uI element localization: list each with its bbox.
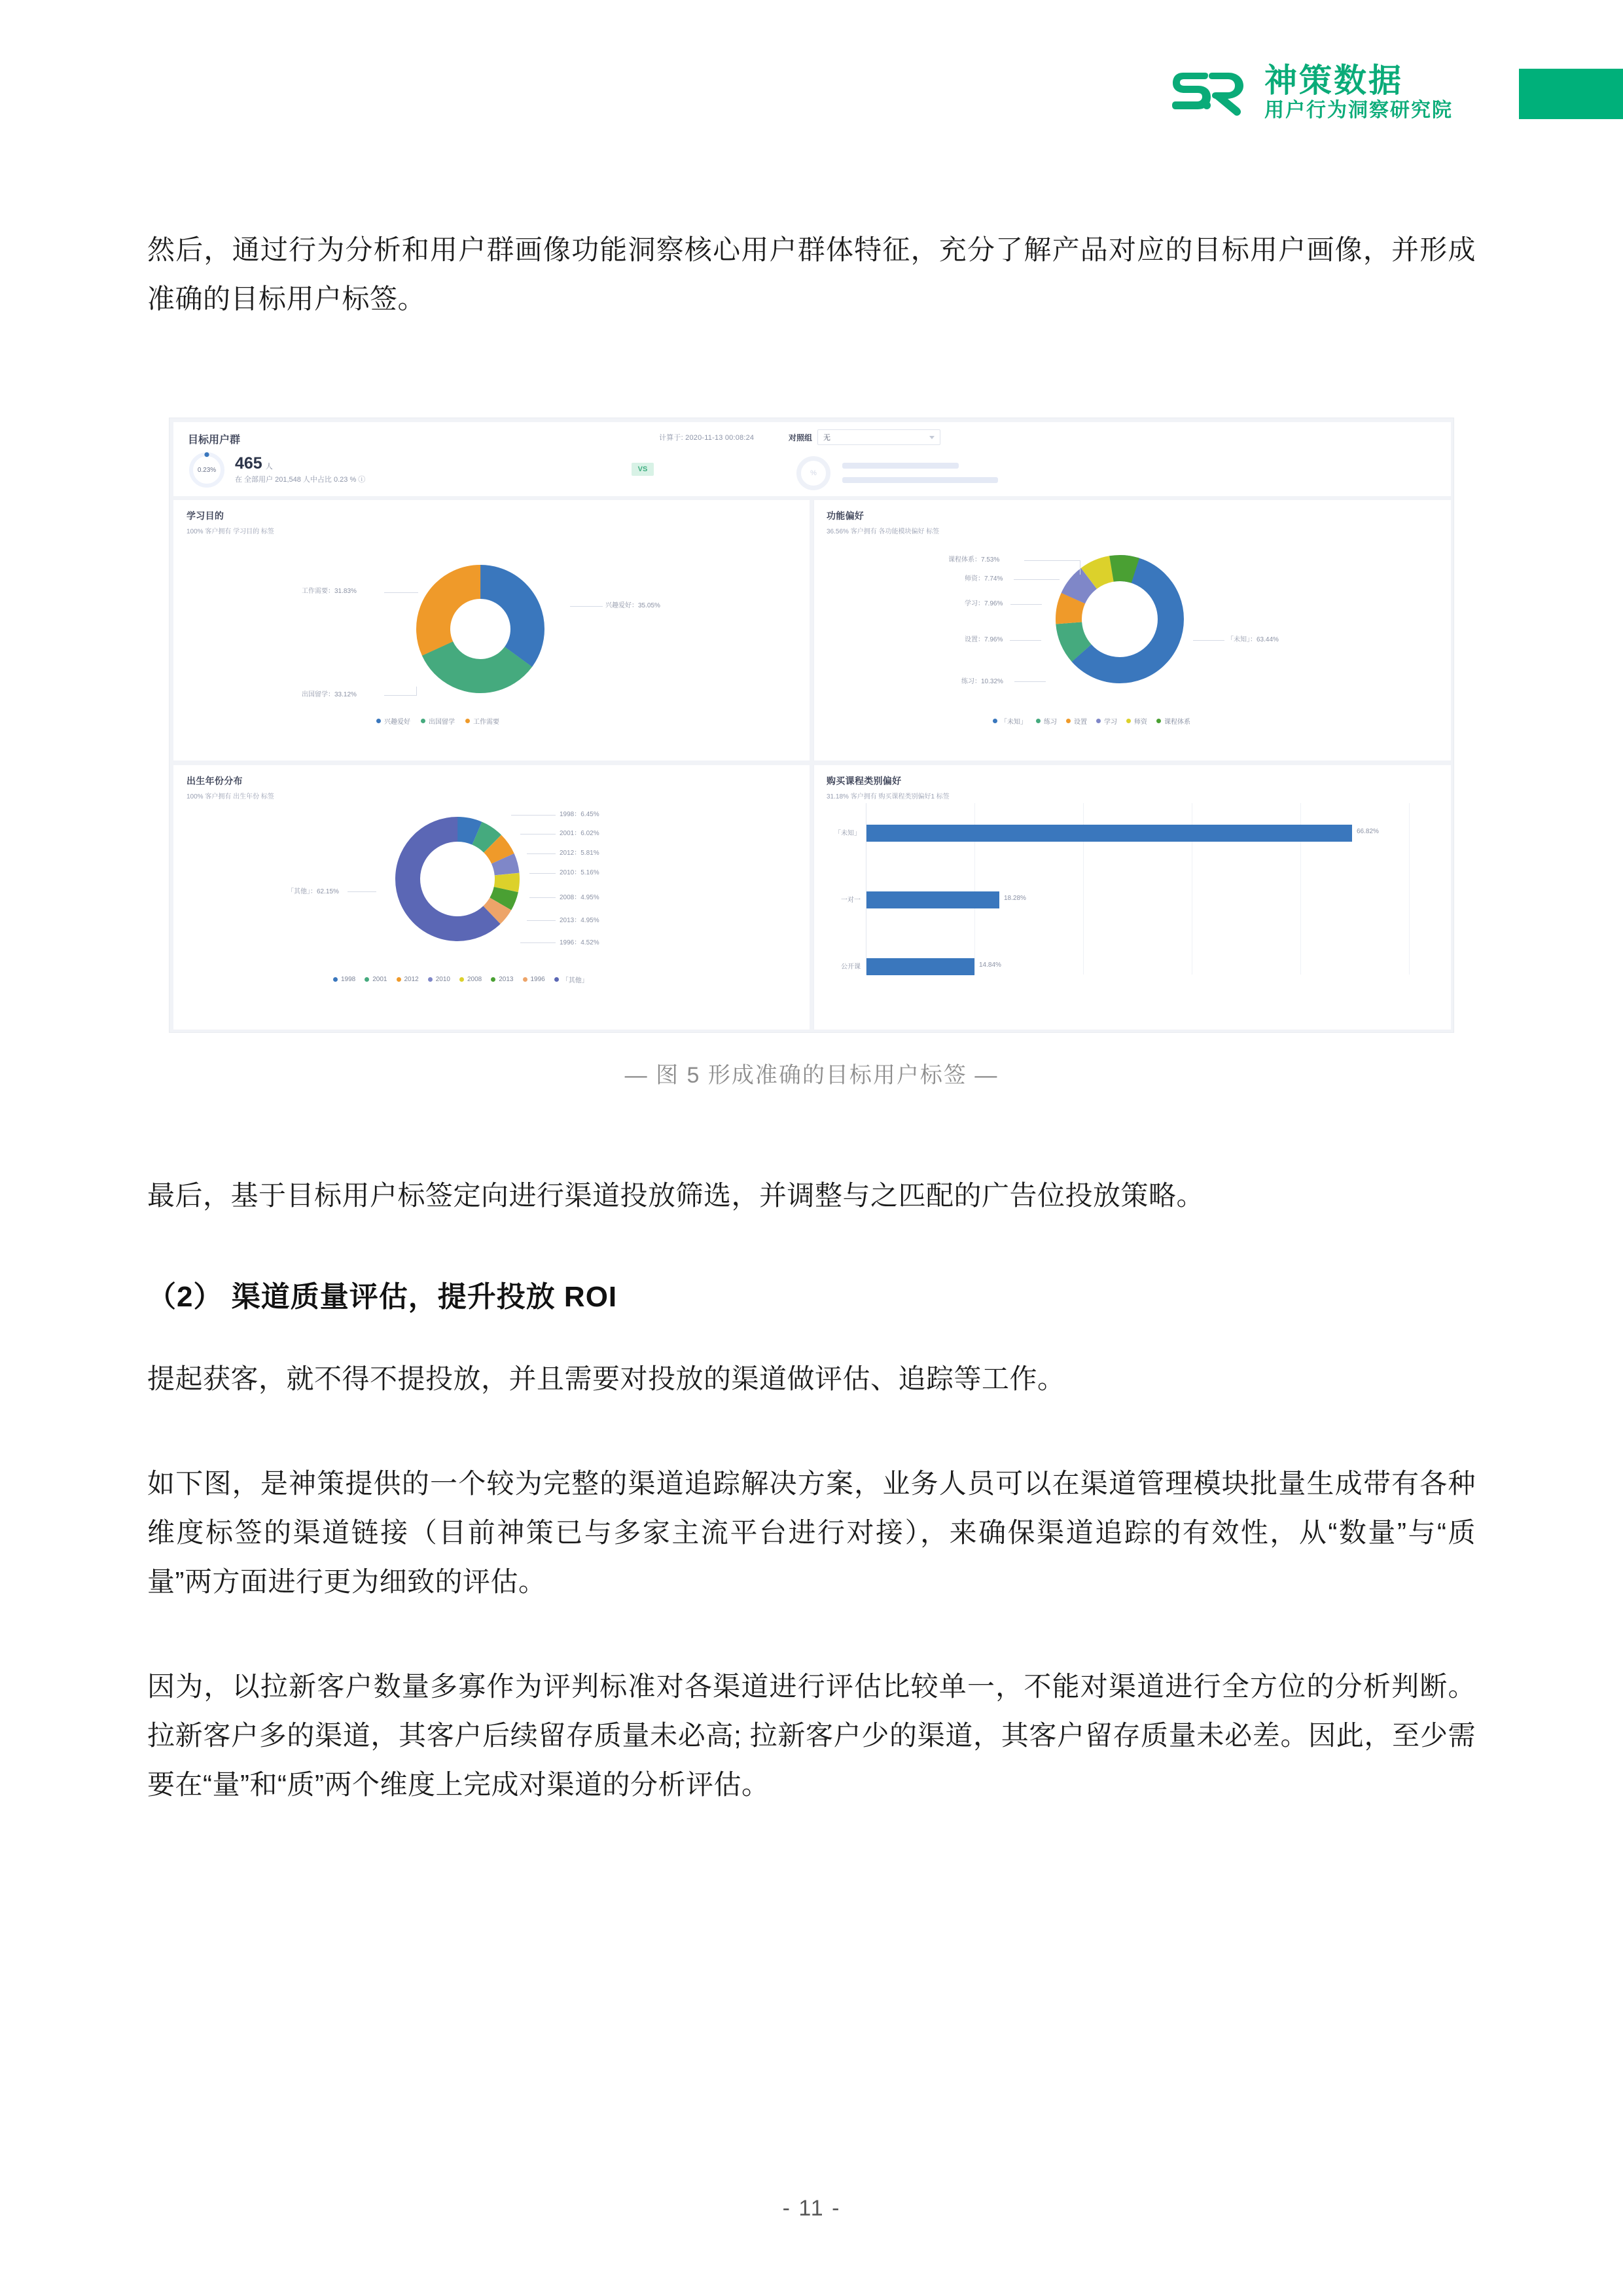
panel-birth-year [173,765,810,1030]
leader-line [1014,579,1060,580]
bar-category-2: 公开课 [841,963,861,971]
leader-line [527,920,556,921]
panel-4-head [827,774,950,800]
legend-item[interactable] [465,716,499,726]
legend-item[interactable] [554,975,588,984]
panel-3-head [187,774,274,800]
legend-item[interactable] [428,976,450,983]
chevron-down-icon [929,436,935,439]
ghost-percent-label: % [810,469,817,477]
legend-dot-icon [376,719,381,723]
panel-4-title: 购买课程类别偏好 [827,776,902,786]
leader-line [1193,640,1224,641]
vs-badge: VS [632,463,654,476]
legend-dot-icon [421,719,425,723]
legend-label: 工作需要 [473,719,499,726]
figure-caption: — 图 5 形成准确的目标用户标签 — [624,1063,999,1088]
bar-0 [866,825,1352,842]
donut-3-label-4: 2008：4.95% [560,894,599,901]
legend-label: 课程体系 [1164,719,1190,726]
kpi-value: 465 [235,454,262,473]
kpi-number [235,456,365,472]
legend-dot-icon [554,977,559,982]
dashboard-screenshot [169,418,1454,1033]
leader-line [1024,560,1080,561]
legend-label: 2008 [467,976,482,983]
legend-dot-icon [1036,719,1041,723]
panel-2-title: 功能偏好 [827,511,865,521]
donut-chart-1 [399,547,562,711]
bar-value-2: 14.84% [979,961,1001,969]
legend-dot-icon [993,719,997,723]
control-group-label: 对照组 [789,433,813,442]
leader-line [348,891,376,892]
leader-line [511,815,556,816]
legend-item[interactable] [993,716,1027,726]
dashboard-summary-bar [173,422,1451,496]
bar-category-0: 「未知」 [834,830,861,837]
donut-3-label-6: 1996：4.52% [560,939,599,946]
leader-line [570,606,603,607]
section-heading-1: （2） 渠道质量评估，提升投放 ROI [147,1281,618,1313]
legend-label: 「其他」 [562,977,588,984]
legend-item[interactable] [1036,716,1057,726]
bar-chart-4 [813,803,1451,999]
sensors-data-logo-icon [1171,62,1250,122]
donut-2-label-3: 设置：7.96% [965,636,1003,643]
leader-line [1014,681,1046,682]
donut-1-label-1: 兴趣爱好：35.05% [605,602,660,609]
legend-dot-icon [1096,719,1101,723]
brand-subtitle: 用户行为洞察研究院 [1264,99,1453,121]
kpi-unit: 人 [265,463,273,471]
donut-3-label-1: 2001：6.02% [560,830,599,837]
legend-label: 2010 [435,976,450,983]
page-header [0,0,1623,151]
donut-2-label-1: 师资：7.74% [965,575,1003,583]
donut-2-label-5: 「未知」：63.44% [1227,636,1279,643]
legend-dot-icon [365,977,369,982]
gridline [1409,803,1410,975]
donut-chart-2 [1041,541,1198,698]
panel-course-category-preference [813,765,1451,1030]
legend-label: 练习 [1044,719,1057,726]
header-accent-block [1519,69,1623,119]
placeholder-line-1 [842,463,959,469]
calculation-timestamp [659,432,754,442]
bar-category-1: 一对一 [841,897,861,904]
control-group-selector [789,429,940,445]
leader-line [416,687,417,696]
legend-label: 师资 [1134,719,1147,726]
paragraph-2: 最后，基于目标用户标签定向进行渠道投放筛选，并调整与之匹配的广告位投放策略。 [147,1180,1205,1211]
legend-label: 设置 [1074,719,1087,726]
comparison-placeholder-ring [796,456,830,490]
calc-time: 2020-11-13 00:08:24 [685,434,755,442]
control-group-value: 无 [823,434,831,442]
bar-value-0: 66.82% [1357,828,1379,835]
bar-value-1: 18.28% [1004,895,1026,902]
kpi-block [188,451,365,489]
legend-item[interactable] [376,716,410,726]
panel-1-head [187,509,274,535]
page-number: - 11 - [782,2196,841,2221]
ring-percentage: 0.23% [197,466,217,474]
legend-item[interactable] [459,976,482,983]
panel-2-subtitle: 36.56% 客户拥有 各功能模块偏好 标签 [827,528,940,535]
leader-line [527,853,556,854]
legend-item[interactable] [397,976,419,983]
percentage-ring [188,451,226,489]
donut-3-label-5: 2013：4.95% [560,917,599,924]
legend-item[interactable] [1096,716,1117,726]
calc-label: 计算于: [659,434,683,442]
donut-3-label-0: 1998：6.45% [560,811,599,818]
legend-chart-2 [993,716,1190,726]
legend-item[interactable] [333,976,355,983]
paragraph-1: 然后，通过行为分析和用户群画像功能洞察核心用户群体特征，充分了解产品对应的目标用户画像，并形成准确的目标用户标签。 [147,234,1476,314]
panel-3-subtitle: 100% 客户拥有 出生年份 标签 [187,793,274,800]
dashboard-title: 目标用户群 [188,435,241,446]
legend-dot-icon [459,977,464,982]
leader-line [1010,640,1041,641]
legend-dot-icon [523,977,527,982]
legend-item[interactable] [491,976,513,983]
leader-line [529,897,556,898]
placeholder-line-2 [842,477,998,483]
legend-item[interactable] [1126,716,1147,726]
paragraph-3: 提起获客，就不得不提投放，并且需要对投放的渠道做评估、追踪等工作。 [147,1363,1065,1394]
legend-chart-1 [376,716,499,726]
legend-dot-icon [1126,719,1131,723]
legend-dot-icon [397,977,401,982]
legend-label: 1998 [341,976,356,983]
legend-dot-icon [428,977,433,982]
leader-line [384,592,418,593]
donut-2-label-4: 练习：10.32% [961,678,1003,685]
legend-label: 2001 [372,976,387,983]
legend-label: 学习 [1104,719,1117,726]
panel-4-subtitle: 31.18% 客户拥有 购买课程类别偏好1 标签 [827,793,950,800]
donut-3-label-3: 2010：5.16% [560,869,599,876]
donut-1-label-2: 出国留学：33.12% [302,691,357,698]
legend-item[interactable] [365,976,387,983]
legend-dot-icon [1066,719,1071,723]
control-group-select[interactable] [817,429,940,445]
donut-1-label-0: 工作需要：31.83% [302,588,357,595]
legend-label: 「未知」 [1001,719,1027,726]
legend-item[interactable] [421,716,455,726]
legend-label: 1996 [530,976,545,983]
donut-chart-3 [382,803,533,955]
donut-3-label-2: 2012：5.81% [560,850,599,857]
legend-item[interactable] [1156,716,1190,726]
paragraph-4: 如下图，是神策提供的一个较为完整的渠道追踪解决方案，业务人员可以在渠道管理模块批量生成带有各种维度标签的渠道链接（目前神策已与多家主流平台进行对接），来确保渠道追踪的有效性，从“数量”与“质量”两方面进行更为细致的评估。 [147,1468,1476,1597]
legend-item[interactable] [523,976,545,983]
panel-feature-preference [813,500,1451,761]
bar-1 [866,891,999,908]
bar-2 [866,958,974,975]
legend-label: 兴趣爱好 [384,719,410,726]
legend-label: 出国留学 [429,719,455,726]
legend-chart-3 [333,975,588,984]
donut-2-label-0: 课程体系：7.53% [948,556,1000,564]
leader-line [520,942,556,943]
legend-item[interactable] [1066,716,1087,726]
legend-dot-icon [491,977,495,982]
panel-divider [813,500,814,761]
panel-1-title: 学习目的 [187,511,224,521]
leader-line [529,873,556,874]
paragraph-5: 因为，以拉新客户数量多寡作为评判标准对各渠道进行评估比较单一，不能对渠道进行全方位的分析判断。拉新客户多的渠道，其客户后续留存质量未必高; 拉新客户少的渠道，其客户留存质量未必差。因此，至少需要在“量”和“质”两个维度上完成对渠道的分析评估。 [147,1671,1476,1800]
panel-3-title: 出生年份分布 [187,776,243,786]
donut-2-label-2: 学习：7.96% [965,600,1003,607]
donut-3-label-other: 「其他」：62.15% [287,888,339,895]
panel-learning-purpose [173,500,810,761]
panel-2-head [827,509,939,535]
legend-dot-icon [1156,719,1161,723]
brand-logo [1171,62,1453,122]
legend-dot-icon [465,719,470,723]
leader-line [1010,604,1042,605]
legend-label: 2012 [404,976,419,983]
leader-line [384,695,417,696]
kpi-subtext: 在 全部用户 201,548 人中占比 0.23 % ⓘ [235,476,366,484]
legend-label: 2013 [499,976,514,983]
legend-dot-icon [333,977,338,982]
brand-name: 神策数据 [1264,62,1403,99]
panel-1-subtitle: 100% 客户拥有 学习目的 标签 [187,528,274,535]
